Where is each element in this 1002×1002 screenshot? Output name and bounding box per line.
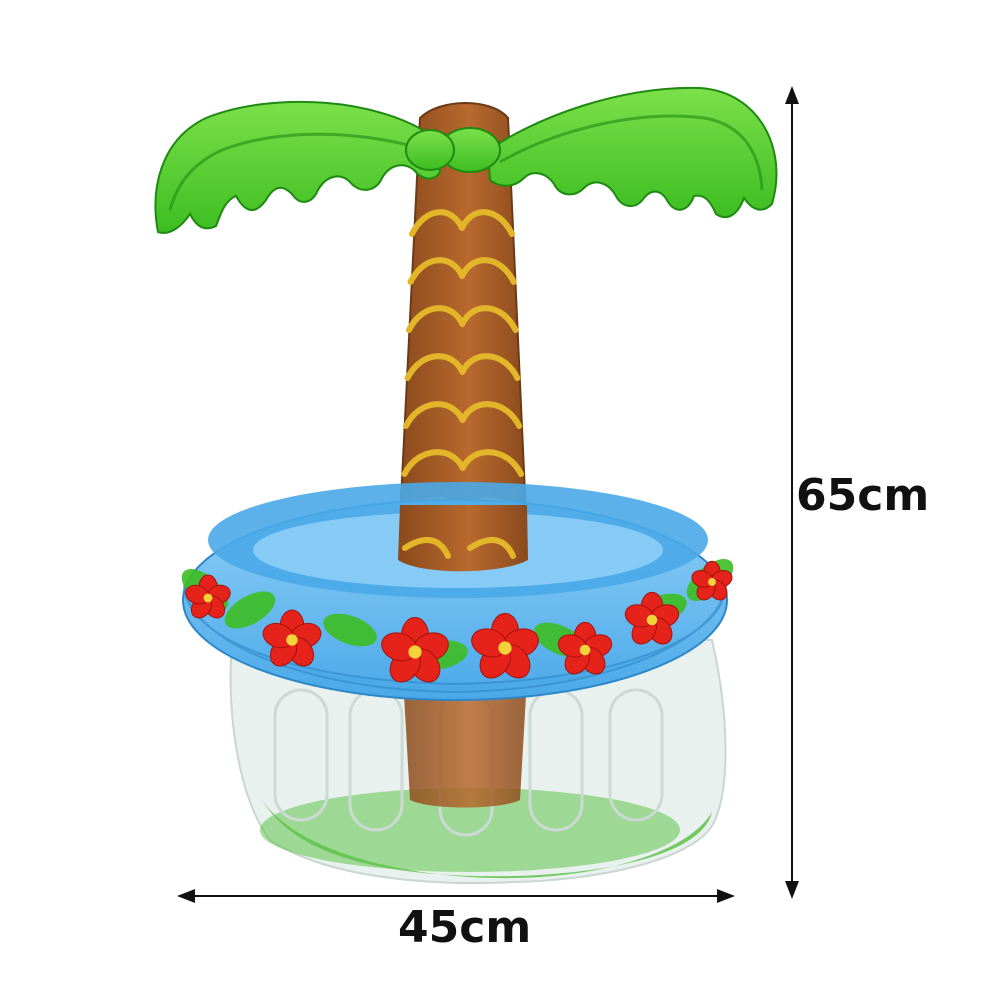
width-label: 45cm xyxy=(398,902,532,953)
width-dimension xyxy=(177,889,735,903)
height-label: 65cm xyxy=(796,470,930,521)
cooler-ring xyxy=(175,482,741,700)
palm-leaf-left xyxy=(156,102,440,233)
